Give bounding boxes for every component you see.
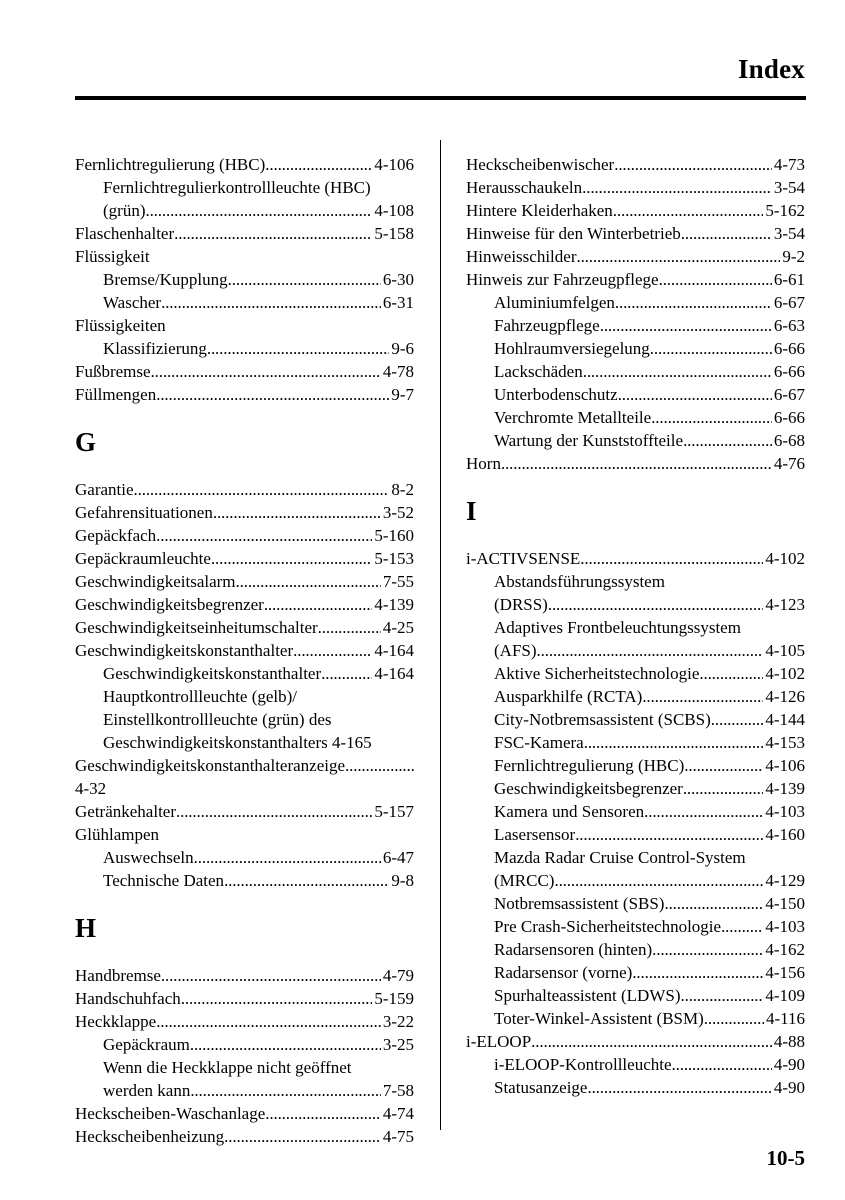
entry-page-ref: 4-129: [765, 871, 805, 890]
entry-term: Geschwindigkeitskonstanthalters 4-165: [103, 733, 372, 752]
entry-term: Fernlichtregulierkontrollleuchte (HBC): [103, 178, 371, 197]
entry-page-ref: 3-54: [773, 178, 805, 197]
dot-leader: [672, 1053, 772, 1076]
index-entry: [75, 1125, 414, 1148]
entry-term: Fernlichtregulierung (HBC): [75, 155, 266, 174]
dot-leader: [580, 547, 763, 570]
entry-term: i-ACTIVSENSE: [466, 549, 581, 568]
index-entry: [75, 153, 414, 176]
index-entry: [75, 616, 414, 639]
entry-term: Handbremse: [75, 966, 161, 985]
entry-page-ref: 4-74: [382, 1104, 414, 1123]
index-subentry: [466, 938, 805, 961]
dot-leader: [224, 1125, 381, 1148]
entry-page-ref: 5-153: [374, 549, 414, 568]
entry-term: Bremse/Kupplung: [103, 270, 228, 289]
dot-leader: [587, 1076, 771, 1099]
index-entry: [75, 777, 414, 800]
entry-term: Geschwindigkeitsalarm: [75, 572, 236, 591]
entry-page-ref: 4-106: [765, 756, 805, 775]
entry-page-ref: 4-78: [382, 362, 414, 381]
entry-term: (MRCC): [494, 871, 555, 890]
dot-leader: [318, 616, 381, 639]
entry-term: Ausparkhilfe (RCTA): [494, 687, 643, 706]
entry-page-ref: 4-116: [765, 1009, 805, 1028]
dot-leader: [293, 639, 372, 662]
entry-term: Radarsensor (vorne): [494, 963, 633, 982]
entry-page-ref: 5-157: [374, 802, 414, 821]
entry-page-ref: 4-162: [765, 940, 805, 959]
index-subentry: [466, 869, 805, 892]
dot-leader: [194, 846, 381, 869]
entry-term: Horn: [466, 454, 501, 473]
entry-term: Flaschenhalter: [75, 224, 175, 243]
entry-term: Toter-Winkel-Assistent (BSM): [494, 1009, 704, 1028]
entry-page-ref: 4-102: [765, 549, 805, 568]
entry-page-ref: 4-164: [374, 664, 414, 683]
entry-term: 4-32: [75, 779, 107, 798]
entry-term: City-Notbremsassistent (SCBS): [494, 710, 711, 729]
entry-page-ref: 8-2: [391, 480, 414, 499]
entry-page-ref: 6-47: [382, 848, 414, 867]
entry-page-ref: 5-159: [374, 989, 414, 1008]
index-entry: [75, 639, 414, 662]
entry-page-ref: 4-160: [765, 825, 805, 844]
entry-term: Adaptives Frontbeleuchtungssystem: [494, 618, 741, 637]
index-entry: [75, 547, 414, 570]
index-subentry: [75, 846, 414, 869]
index-subentry: [466, 337, 805, 360]
index-entry: [466, 547, 805, 570]
entry-term: Wartung der Kunststoffteile: [494, 431, 684, 450]
index-subentry: [466, 593, 805, 616]
entry-page-ref: 4-106: [374, 155, 414, 174]
entry-term: FSC-Kamera: [494, 733, 584, 752]
index-subentry: [466, 570, 805, 593]
entry-term: Hinweise für den Winterbetrieb: [466, 224, 681, 243]
dot-leader: [190, 1079, 381, 1102]
index-entry: [75, 360, 414, 383]
entry-term: Heckscheibenwischer: [466, 155, 615, 174]
dot-leader: [156, 524, 372, 547]
entry-term: Geschwindigkeitsbegrenzer: [75, 595, 264, 614]
entry-term: Kamera und Sensoren: [494, 802, 645, 821]
dot-leader: [134, 478, 390, 501]
entry-page-ref: 6-66: [773, 362, 805, 381]
index-subentry: [466, 291, 805, 314]
entry-page-ref: 4-108: [374, 201, 414, 220]
dot-leader: [501, 452, 772, 475]
dot-leader: [265, 1102, 381, 1125]
index-entry: [75, 987, 414, 1010]
entry-term: Klassifizierung: [103, 339, 207, 358]
dot-leader: [321, 662, 372, 685]
dot-leader: [531, 1030, 772, 1053]
entry-page-ref: 4-103: [765, 917, 805, 936]
entry-term: Aluminiumfelgen: [494, 293, 615, 312]
dot-leader: [650, 337, 772, 360]
entry-term: Glühlampen: [75, 825, 160, 844]
entry-term: Fußbremse: [75, 362, 151, 381]
index-subentry: [466, 823, 805, 846]
index-subentry: [466, 731, 805, 754]
entry-term: Radarsensoren (hinten): [494, 940, 653, 959]
entry-page-ref: 4-109: [765, 986, 805, 1005]
dot-leader: [207, 337, 389, 360]
entry-page-ref: 4-102: [765, 664, 805, 683]
index-entry: [75, 383, 414, 406]
entry-page-ref: 4-153: [765, 733, 805, 752]
entry-page-ref: 6-30: [382, 270, 414, 289]
entry-page-ref: 9-8: [391, 871, 414, 890]
entry-page-ref: 6-67: [773, 385, 805, 404]
section-letter: I: [466, 496, 477, 526]
dot-leader: [618, 383, 772, 406]
entry-term: Flüssigkeit: [75, 247, 150, 266]
index-subentry: [75, 708, 414, 731]
entry-page-ref: 6-67: [773, 293, 805, 312]
index-subentry: [466, 1053, 805, 1076]
index-subentry: [75, 731, 414, 754]
index-entry: [75, 593, 414, 616]
dot-leader: [651, 406, 772, 429]
entry-term: Garantie: [75, 480, 134, 499]
index-subentry: [466, 777, 805, 800]
page-title: Index: [737, 54, 805, 84]
dot-leader: [213, 501, 381, 524]
entry-term: Hinweisschilder: [466, 247, 577, 266]
index-subentry: [75, 869, 414, 892]
index-subentry: [466, 360, 805, 383]
dot-leader: [614, 153, 772, 176]
index-entry: [466, 222, 805, 245]
entry-page-ref: 4-88: [773, 1032, 805, 1051]
dot-leader: [151, 360, 381, 383]
entry-term: Gepäckfach: [75, 526, 157, 545]
index-entry: [75, 570, 414, 593]
entry-page-ref: 9-6: [391, 339, 414, 358]
entry-term: Gefahrensituationen: [75, 503, 213, 522]
index-subentry: [75, 199, 414, 222]
entry-page-ref: 6-31: [382, 293, 414, 312]
dot-leader: [600, 314, 772, 337]
dot-leader: [681, 222, 772, 245]
index-entry: [75, 501, 414, 524]
dot-leader: [174, 222, 372, 245]
index-subentry: [466, 915, 805, 938]
entry-term: Verchromte Metallteile: [494, 408, 652, 427]
dot-leader: [576, 245, 780, 268]
entry-term: Hauptkontrollleuchte (gelb)/: [103, 687, 298, 706]
index-subentry: [466, 383, 805, 406]
entry-term: Handschuhfach: [75, 989, 181, 1008]
entry-term: Auswechseln: [103, 848, 194, 867]
entry-term: (DRSS): [494, 595, 548, 614]
dot-leader: [644, 800, 763, 823]
index-entry: [75, 800, 414, 823]
entry-page-ref: 3-22: [382, 1012, 414, 1031]
index-entry: [466, 153, 805, 176]
dot-leader: [652, 938, 763, 961]
entry-page-ref: 3-52: [382, 503, 414, 522]
entry-page-ref: 7-58: [382, 1081, 414, 1100]
entry-page-ref: 4-164: [374, 641, 414, 660]
dot-leader: [345, 754, 414, 777]
entry-term: Geschwindigkeitskonstanthalteranzeige: [75, 756, 346, 775]
index-subentry: [75, 1033, 414, 1056]
entry-page-ref: 4-139: [765, 779, 805, 798]
entry-page-ref: 6-63: [773, 316, 805, 335]
dot-leader: [264, 593, 373, 616]
index-subentry: [466, 1076, 805, 1099]
dot-leader: [721, 915, 763, 938]
entry-page-ref: 4-75: [382, 1127, 414, 1146]
entry-page-ref: 6-68: [773, 431, 805, 450]
dot-leader: [615, 291, 772, 314]
entry-page-ref: 9-7: [391, 385, 414, 404]
entry-page-ref: 4-103: [765, 802, 805, 821]
entry-term: Gepäckraumleuchte: [75, 549, 211, 568]
index-entry: [75, 478, 414, 501]
dot-leader: [684, 754, 763, 777]
index-subentry: [75, 662, 414, 685]
page-number: 10-5: [766, 1146, 805, 1170]
entry-term: Unterbodenschutz: [494, 385, 618, 404]
index-subentry: [466, 708, 805, 731]
entry-term: Lackschäden: [494, 362, 583, 381]
index-entry: [75, 964, 414, 987]
dot-leader: [613, 199, 764, 222]
index-entry: [466, 176, 805, 199]
index-subentry: [466, 662, 805, 685]
entry-term: Geschwindigkeitskonstanthalter: [103, 664, 322, 683]
entry-term: Hohlraumversiegelung: [494, 339, 650, 358]
index-entry: [75, 524, 414, 547]
index-column-right: [466, 153, 805, 1099]
entry-page-ref: 5-158: [374, 224, 414, 243]
entry-term: Gepäckraum: [103, 1035, 190, 1054]
index-subentry: [75, 268, 414, 291]
dot-leader: [582, 176, 772, 199]
entry-term: i-ELOOP: [466, 1032, 532, 1051]
entry-term: Statusanzeige: [494, 1078, 588, 1097]
entry-page-ref: 4-76: [773, 454, 805, 473]
title-rule: [75, 96, 806, 100]
dot-leader: [181, 987, 373, 1010]
dot-leader: [642, 685, 763, 708]
dot-leader: [699, 662, 763, 685]
index-entry: [75, 1010, 414, 1033]
index-subentry: [466, 429, 805, 452]
entry-term: Fahrzeugpflege: [494, 316, 600, 335]
dot-leader: [554, 869, 763, 892]
entry-term: i-ELOOP-Kontrollleuchte: [494, 1055, 672, 1074]
index-entry: [75, 1102, 414, 1125]
entry-page-ref: 4-79: [382, 966, 414, 985]
entry-term: Herausschaukeln: [466, 178, 583, 197]
index-entry: [466, 245, 805, 268]
dot-leader: [683, 429, 772, 452]
index-subentry: [75, 176, 414, 199]
dot-leader: [236, 570, 381, 593]
entry-term: (grün): [103, 201, 146, 220]
dot-leader: [190, 1033, 381, 1056]
index-subentry: [466, 800, 805, 823]
section-letter: G: [75, 427, 97, 457]
dot-leader: [632, 961, 763, 984]
entry-term: Mazda Radar Cruise Control-System: [494, 848, 746, 867]
entry-term: Wascher: [103, 293, 162, 312]
dot-leader: [537, 639, 764, 662]
index-subentry: [466, 984, 805, 1007]
index-column-left: [75, 153, 414, 1148]
dot-leader: [575, 823, 763, 846]
entry-page-ref: 4-150: [765, 894, 805, 913]
index-subentry: [75, 1056, 414, 1079]
index-entry: [75, 314, 414, 337]
index-subentry: [466, 685, 805, 708]
index-entry: [466, 268, 805, 291]
dot-leader: [704, 1007, 764, 1030]
dot-leader: [659, 268, 772, 291]
index-subentry: [466, 616, 805, 639]
entry-page-ref: 3-54: [773, 224, 805, 243]
entry-page-ref: 4-144: [765, 710, 805, 729]
entry-page-ref: 4-105: [765, 641, 805, 660]
index-subentry: [466, 406, 805, 429]
entry-term: Heckscheiben-Waschanlage: [75, 1104, 266, 1123]
entry-page-ref: 9-2: [782, 247, 805, 266]
entry-term: Heckklappe: [75, 1012, 157, 1031]
dot-leader: [161, 291, 381, 314]
dot-leader: [211, 547, 372, 570]
entry-page-ref: 4-90: [773, 1078, 805, 1097]
entry-page-ref: 5-162: [765, 201, 805, 220]
entry-term: Geschwindigkeitseinheitumschalter: [75, 618, 318, 637]
dot-leader: [156, 1010, 381, 1033]
entry-term: Spurhalteassistent (LDWS): [494, 986, 681, 1005]
dot-leader: [548, 593, 763, 616]
index-subentry: [466, 892, 805, 915]
dot-leader: [584, 731, 764, 754]
dot-leader: [583, 360, 772, 383]
entry-page-ref: 4-126: [765, 687, 805, 706]
entry-term: (AFS): [494, 641, 537, 660]
dot-leader: [224, 869, 389, 892]
index-subentry: [466, 639, 805, 662]
dot-leader: [176, 800, 372, 823]
entry-term: Heckscheibenheizung: [75, 1127, 225, 1146]
index-entry: [75, 222, 414, 245]
entry-term: Einstellkontrollleuchte (grün) des: [103, 710, 332, 729]
entry-page-ref: 7-55: [382, 572, 414, 591]
index-subentry: [75, 337, 414, 360]
dot-leader: [156, 383, 389, 406]
index-entry: [75, 754, 414, 777]
section-letter: H: [75, 913, 97, 943]
index-subentry: [466, 754, 805, 777]
index-subentry: [75, 1079, 414, 1102]
index-entry: [466, 452, 805, 475]
entry-term: Pre Crash-Sicherheitstechnologie: [494, 917, 722, 936]
entry-term: Technische Daten: [103, 871, 225, 890]
index-entry: [75, 245, 414, 268]
entry-page-ref: 4-123: [765, 595, 805, 614]
index-subentry: [466, 1007, 805, 1030]
entry-page-ref: 4-73: [773, 155, 805, 174]
entry-page-ref: 4-25: [382, 618, 414, 637]
entry-page-ref: 3-25: [382, 1035, 414, 1054]
index-subentry: [75, 291, 414, 314]
index-subentry: [466, 846, 805, 869]
dot-leader: [681, 984, 764, 1007]
entry-page-ref: 4-139: [374, 595, 414, 614]
entry-term: Hinweis zur Fahrzeugpflege: [466, 270, 659, 289]
entry-term: Lasersensor: [494, 825, 576, 844]
entry-term: Notbremsassistent (SBS): [494, 894, 665, 913]
dot-leader: [145, 199, 372, 222]
dot-leader: [228, 268, 381, 291]
entry-term: Wenn die Heckklappe nicht geöffnet: [103, 1058, 352, 1077]
column-divider: [440, 140, 441, 1130]
entry-term: Hintere Kleiderhaken: [466, 201, 613, 220]
index-subentry: [466, 961, 805, 984]
entry-term: Flüssigkeiten: [75, 316, 166, 335]
index-entry: [466, 1030, 805, 1053]
dot-leader: [664, 892, 763, 915]
entry-page-ref: 5-160: [374, 526, 414, 545]
dot-leader: [683, 777, 764, 800]
entry-term: Getränkehalter: [75, 802, 176, 821]
entry-term: Geschwindigkeitsbegrenzer: [494, 779, 683, 798]
entry-page-ref: 6-66: [773, 408, 805, 427]
entry-term: Fernlichtregulierung (HBC): [494, 756, 685, 775]
entry-term: Geschwindigkeitskonstanthalter: [75, 641, 294, 660]
index-entry: [75, 823, 414, 846]
entry-term: Abstandsführungssystem: [494, 572, 665, 591]
dot-leader: [265, 153, 372, 176]
entry-page-ref: 6-66: [773, 339, 805, 358]
entry-term: Füllmengen: [75, 385, 157, 404]
dot-leader: [711, 708, 764, 731]
entry-page-ref: 4-156: [765, 963, 805, 982]
entry-page-ref: 6-61: [773, 270, 805, 289]
index-subentry: [75, 685, 414, 708]
entry-term: werden kann: [103, 1081, 191, 1100]
index-entry: [466, 199, 805, 222]
index-subentry: [466, 314, 805, 337]
entry-term: Aktive Sicherheitstechnologie: [494, 664, 700, 683]
dot-leader: [161, 964, 381, 987]
entry-page-ref: 4-90: [773, 1055, 805, 1074]
